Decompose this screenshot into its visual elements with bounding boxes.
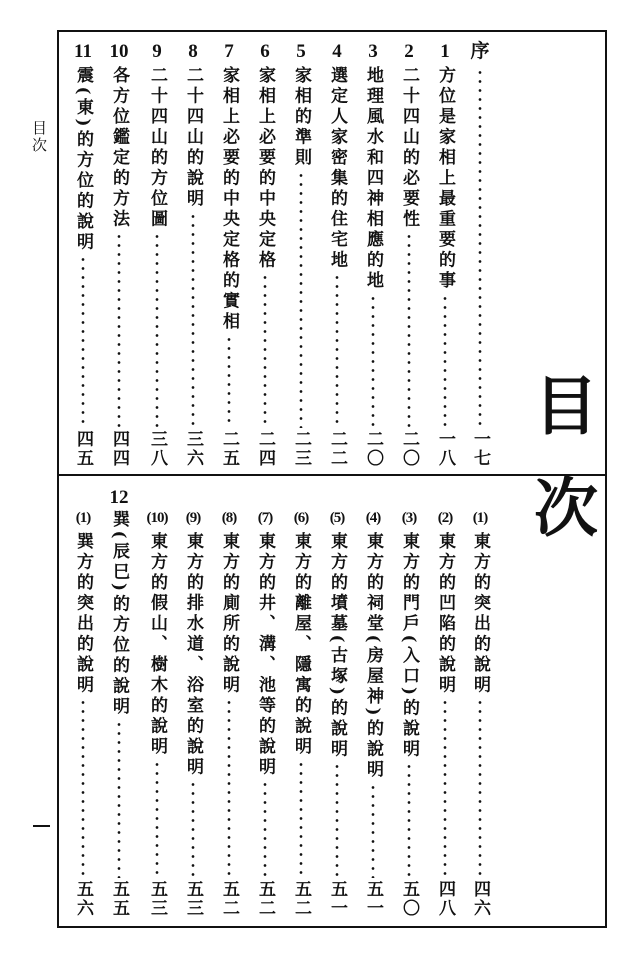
entry-body [178, 66, 208, 468]
entry-body [465, 66, 495, 468]
entry-number: 2 [404, 41, 414, 62]
entry-title: 家相的準則 [291, 66, 311, 169]
leader-dots [443, 294, 447, 429]
entry-body [322, 66, 352, 468]
page-number: 四六 [470, 880, 490, 918]
entry-body [430, 532, 460, 918]
entry-body [286, 66, 316, 468]
entry-body [214, 66, 244, 468]
leader-dots [371, 783, 375, 878]
page-number: 五〇 [399, 880, 419, 918]
page-number: 三六 [183, 430, 203, 468]
entry-number: (9) [185, 510, 201, 526]
folio-mark [33, 825, 50, 827]
entry-number: (4) [365, 510, 381, 526]
leader-dots [81, 255, 85, 428]
page-number: 三八 [147, 430, 167, 468]
entry-title: 巽方的突出的說明 [73, 532, 93, 696]
entry-number: 序 [470, 41, 490, 62]
entry-title: 東方的祠堂(房屋神)的說明 [363, 532, 383, 781]
entry-number: (1) [75, 510, 91, 526]
leader-dots [117, 232, 121, 428]
entry-body [358, 532, 388, 918]
page-number: 五一 [363, 880, 383, 918]
entry-body [142, 532, 172, 918]
entry-body [250, 532, 280, 918]
page-number: 四四 [109, 430, 129, 468]
entry-number: (1) [472, 510, 488, 526]
leader-dots [478, 68, 482, 428]
entry-number: (3) [401, 510, 417, 526]
leader-dots [299, 171, 303, 429]
entry-title: 各方位鑑定的方法 [109, 66, 129, 230]
page-number: 二二 [327, 430, 347, 468]
leader-dots [335, 273, 339, 428]
entry-title: 地理風水和四神相應的地 [363, 66, 383, 292]
entry-number: 7 [224, 41, 234, 62]
leader-dots [407, 762, 411, 878]
page-number: 四八 [435, 880, 455, 918]
entry-title: 東方的墳墓(古塚)的說明 [327, 532, 347, 761]
page-number: 一七 [470, 430, 490, 468]
entry-number: 5 [296, 41, 306, 62]
entry-body [465, 532, 495, 918]
entry-body [394, 66, 424, 468]
entry-number: 12 [109, 487, 129, 508]
page-number: 五一 [327, 880, 347, 918]
page-number: 五二 [255, 880, 275, 918]
leader-dots [478, 698, 482, 878]
page-number: 五三 [147, 880, 167, 918]
entry-body [68, 532, 98, 918]
leader-dots [335, 762, 339, 878]
entry-body [104, 66, 134, 468]
entry-title: 東方的離屋、隱寓的說明 [291, 532, 311, 758]
leader-dots [227, 698, 231, 878]
entry-number: 11 [74, 41, 92, 62]
entry-title: 二十四山的說明 [183, 66, 203, 210]
page-number: 二〇 [399, 430, 419, 468]
entry-title: 方位是家相上最重要的事 [435, 66, 455, 292]
entry-title: 家相上必要的中央定格的實相 [219, 66, 239, 333]
entry-number: (5) [329, 510, 345, 526]
entry-number: 3 [368, 41, 378, 62]
page-number: 五二 [219, 880, 239, 918]
page-number: 二五 [219, 430, 239, 468]
entry-number: 1 [440, 41, 450, 62]
page-number: 二四 [255, 430, 275, 468]
entry-body [322, 532, 352, 918]
entry-body [358, 66, 388, 468]
page-number: 五六 [73, 880, 93, 918]
running-head: 目次 [30, 120, 48, 154]
entry-number: 9 [152, 41, 162, 62]
entry-title: 選定人家密集的住宅地 [327, 66, 347, 271]
entry-body [394, 532, 424, 918]
leader-dots [227, 335, 231, 429]
page-title: 目次 [523, 372, 597, 576]
entry-number: 10 [109, 41, 129, 62]
entry-body [178, 532, 208, 918]
entry-number: 6 [260, 41, 270, 62]
entry-title: 二十四山的必要性 [399, 66, 419, 230]
entry-title: 東方的假山、樹木的說明 [147, 532, 167, 758]
entry-title: 東方的排水道、浴室的說明 [183, 532, 203, 778]
page-number: 五三 [183, 880, 203, 918]
leader-dots [191, 212, 195, 429]
entry-title: 東方的凹陷的說明 [435, 532, 455, 696]
entry-number: (8) [221, 510, 237, 526]
page-number: 二〇 [363, 430, 383, 468]
leader-dots [155, 760, 159, 879]
entry-number: (2) [437, 510, 453, 526]
entry-title: 二十四山的方位圖 [147, 66, 167, 230]
leader-dots [443, 698, 447, 878]
page-number: 五二 [291, 880, 311, 918]
entry-title: 東方的廁所的說明 [219, 532, 239, 696]
entry-body [104, 510, 134, 918]
leader-dots [263, 780, 267, 878]
entry-number: 8 [188, 41, 198, 62]
entry-number: (6) [293, 510, 309, 526]
entry-number: (7) [257, 510, 273, 526]
entry-number: 4 [332, 41, 342, 62]
leader-dots [371, 294, 375, 429]
entry-title: 家相上必要的中央定格 [255, 66, 275, 271]
leader-dots [407, 232, 411, 428]
entry-number: (10) [146, 510, 168, 526]
leader-dots [263, 273, 267, 428]
entry-body [68, 66, 98, 468]
leader-dots [155, 232, 159, 428]
leader-dots [299, 760, 303, 879]
page-number: 二三 [291, 430, 311, 468]
page-number: 一八 [435, 430, 455, 468]
page-number: 五五 [109, 880, 129, 918]
entry-body [250, 66, 280, 468]
entry-title: 東方的門戶(入口)的說明 [399, 532, 419, 761]
leader-dots [191, 780, 195, 878]
page-number: 四五 [73, 430, 93, 468]
entry-title: 東方的突出的說明 [470, 532, 490, 696]
entry-body [430, 66, 460, 468]
leader-dots [81, 698, 85, 878]
entry-title: 東方的井、溝、池等的說明 [255, 532, 275, 778]
leader-dots [117, 720, 121, 878]
entry-title: 巽(辰巳)的方位的說明 [109, 510, 129, 718]
entry-body [286, 532, 316, 918]
entry-body [142, 66, 172, 468]
entry-title: 震(東)的方位的說明 [73, 66, 93, 254]
entry-body [214, 532, 244, 918]
